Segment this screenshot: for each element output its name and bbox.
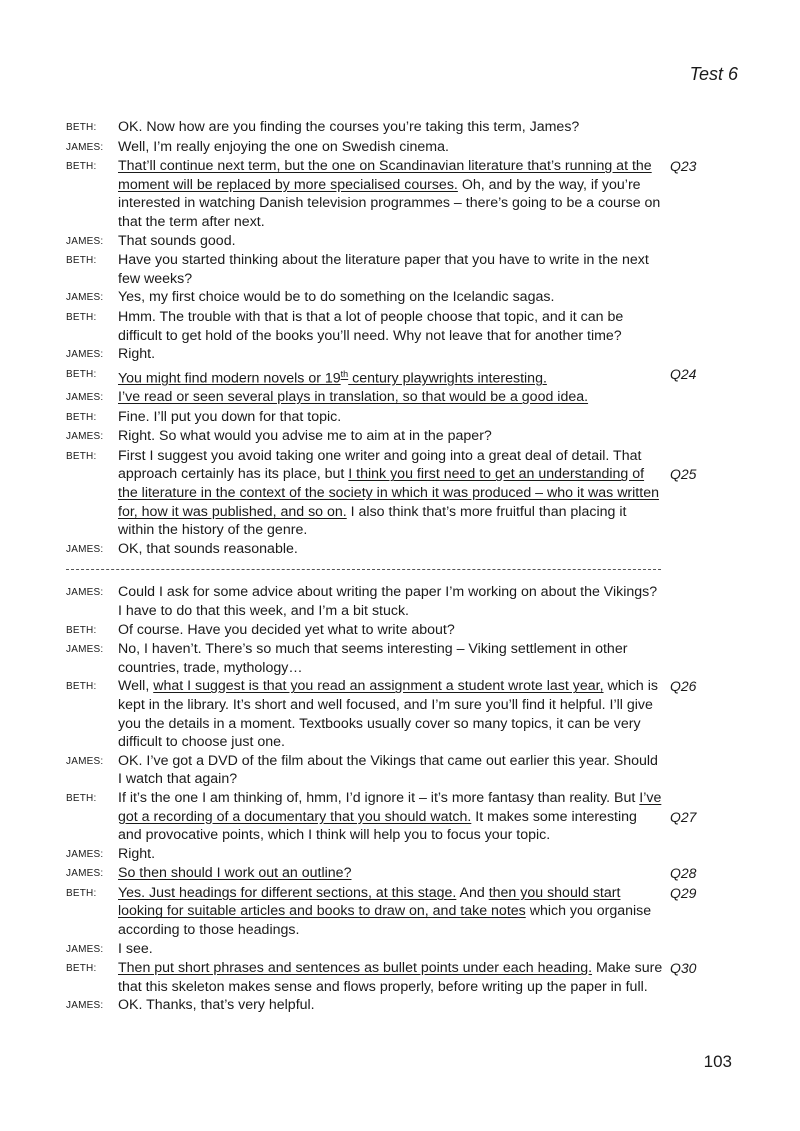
speaker-label: JAMES: [66, 292, 104, 304]
underlined-answer-text: I’ve got a recording of a documentary that you should watch. [118, 789, 662, 825]
text-segment: Well, I’m really enjoying the one on Swedish cinema. [118, 138, 449, 155]
question-marker: Q29 [670, 884, 697, 901]
underlined-answer-text: what I suggest is that you read an assignment a student wrote last year, [153, 678, 604, 695]
transcript [66, 118, 746, 1016]
speaker-label: BETH: [66, 887, 97, 899]
text-segment: No, I haven’t. There’s so much that seems interesting – Viking settlement in other countries, trade, mythology… [118, 641, 628, 676]
dialogue-text [118, 138, 664, 158]
dialogue-line [66, 308, 746, 345]
speaker-label: BETH: [66, 450, 97, 462]
dialogue-text [118, 388, 664, 408]
dialogue-line [66, 940, 746, 960]
text-segment: OK. Thanks, that’s very helpful. [118, 997, 315, 1014]
dialogue-text [118, 640, 664, 677]
speaker-label: JAMES: [66, 755, 104, 767]
speaker-label: BETH: [66, 411, 97, 423]
text-segment: Fine. I’ll put you down for that topic. [118, 408, 342, 425]
dialogue-line [66, 996, 746, 1016]
dialogue-text [118, 157, 664, 231]
dialogue-text [118, 884, 664, 940]
question-marker: Q25 [670, 466, 697, 483]
underlined-answer-text: Then put short phrases and sentences as bullet points under each heading. [118, 960, 593, 977]
underlined-answer-text: I think you first need to get an understanding of the literature in the context of the society in which it was produced – who it was written for, how it was published, and so on. [118, 466, 659, 520]
dialogue-text [118, 940, 664, 960]
speaker-label: BETH: [66, 255, 97, 267]
speaker-label: JAMES: [66, 543, 104, 555]
dialogue-line [66, 789, 746, 845]
dialogue-line [66, 884, 746, 940]
dialogue-line [66, 621, 746, 641]
speaker-label: JAMES: [66, 392, 104, 404]
dialogue-text [118, 621, 664, 641]
dialogue-line [66, 752, 746, 789]
dialogue-text [118, 345, 664, 365]
dialogue-text [118, 232, 664, 252]
dialogue-line [66, 251, 746, 288]
dialogue-line [66, 864, 746, 884]
dialogue-text [118, 996, 664, 1016]
speaker-label: BETH: [66, 681, 97, 693]
dialogue-text [118, 864, 664, 884]
dialogue-text [118, 408, 664, 428]
dialogue-line [66, 138, 746, 158]
dialogue-text [118, 583, 664, 620]
text-segment: I also think that’s more fruitful than placing it within the history of the genre. [118, 503, 627, 539]
speaker-label: BETH: [66, 122, 97, 133]
dialogue-line [66, 447, 746, 540]
speaker-label: BETH: [66, 161, 97, 173]
dialogue-line [66, 408, 746, 428]
question-marker: Q30 [670, 960, 697, 977]
dialogue-text [118, 251, 664, 288]
dialogue-line [66, 427, 746, 447]
dialogue-line [66, 845, 746, 865]
dialogue-line [66, 118, 746, 138]
text-segment: Of course. Have you decided yet what to write about? [118, 621, 455, 638]
text-segment: First I suggest you avoid taking one writer and going into a great deal of detail. That approach certainly has its place, but [118, 447, 642, 483]
dialogue-text [118, 959, 664, 996]
dialogue-text [118, 752, 664, 789]
dialogue-line [66, 232, 746, 252]
speaker-label: JAMES: [66, 349, 104, 361]
text-segment: I see. [118, 940, 153, 957]
text-segment: And [456, 884, 489, 901]
text-segment: Have you started thinking about the literature paper that you have to write in the next few weeks? [118, 252, 649, 287]
text-segment: Could I ask for some advice about writing the paper I’m working on about the Vikings? I have to do that this week, and I’m a bit stuck. [118, 584, 658, 619]
text-segment: Oh, and by the way, if you’re interested in watching Danish television programmes – there’s going to be a course on that the term after next. [118, 176, 661, 230]
dialogue-line [66, 640, 746, 677]
speaker-label: JAMES: [66, 587, 104, 599]
dialogue-text [118, 789, 664, 845]
text-segment: OK, that sounds reasonable. [118, 540, 298, 557]
underlined-answer-text: then you should start looking for suitable articles and books to draw on, and take notes [118, 884, 621, 920]
speaker-label: BETH: [66, 792, 97, 804]
speaker-label: BETH: [66, 624, 97, 636]
question-marker: Q27 [670, 808, 697, 825]
underlined-answer-text: You might find modern novels or 19 [118, 370, 341, 387]
dialogue-text [118, 427, 664, 447]
text-segment: Make sure that this skeleton makes sense and flows properly, before writing up the paper in full. [118, 960, 663, 995]
text-segment: which you organise according to those headings. [118, 903, 652, 939]
text-segment: If it’s the one I am thinking of, hmm, I’d ignore it – it’s more fantasy than reality. But [118, 789, 640, 806]
speaker-label: JAMES: [66, 141, 104, 153]
question-marker: Q28 [670, 865, 697, 882]
text-segment: Right. So what would you advise me to aim at in the paper? [118, 428, 492, 445]
question-marker: Q23 [670, 158, 697, 175]
dialogue-line [66, 288, 746, 308]
dialogue-line [66, 959, 746, 996]
page-header-title: Test 6 [689, 64, 738, 84]
underlined-answer-text: That’ll continue next term, but the one on Scandinavian literature that’s running at the moment will be replaced by more specialised courses. [118, 158, 652, 193]
dialogue-line [66, 540, 746, 560]
speaker-label: JAMES: [66, 431, 104, 443]
dialogue-text [118, 845, 664, 865]
speaker-label: BETH: [66, 368, 97, 380]
text-segment: That sounds good. [118, 232, 236, 249]
text-segment: which is kept in the library. It’s short and well focused, and I’m sure you’ll find it helpful. I’ll give you the details in a moment. Textbooks usually cover so many topics, it can be very difficult to choose just one. [118, 678, 658, 751]
underlined-answer-text: century playwrights interesting. [348, 370, 547, 387]
text-segment: Hmm. The trouble with that is that a lot of people choose that topic, and it can be difficult to get hold of the books you’ll need. Why not leave that for another time? [118, 308, 624, 344]
text-segment: Well, [118, 678, 154, 695]
question-marker: Q24 [670, 365, 697, 382]
text-segment: Right. [118, 845, 156, 862]
speaker-label: JAMES: [66, 644, 104, 656]
dialogue-text [118, 365, 664, 388]
speaker-label: JAMES: [66, 1000, 104, 1012]
text-segment: Right. [118, 346, 156, 363]
text-segment: OK. Now how are you finding the courses you’re taking this term, James? [118, 119, 580, 135]
underlined-answer-text: Yes. Just headings for different sections, at this stage. [118, 884, 457, 901]
speaker-label: JAMES: [66, 848, 104, 860]
underlined-answer-text: So then should I work out an outline? [118, 865, 352, 882]
dialogue-text [118, 447, 664, 540]
speaker-label: BETH: [66, 963, 97, 975]
speaker-label: JAMES: [66, 943, 104, 955]
text-segment: It makes some interesting and provocative points, which I think will help you to focus your topic. [118, 808, 637, 844]
underlined-answer-text: th [340, 368, 349, 379]
dialogue-text [118, 677, 664, 751]
dialogue-text [118, 118, 664, 138]
speaker-label: BETH: [66, 311, 97, 323]
dialogue-line [66, 388, 746, 408]
dialogue-line [66, 583, 746, 620]
text-segment: OK. I’ve got a DVD of the film about the Vikings that came out earlier this year. Should I watch that again? [118, 752, 658, 788]
dialogue-text [118, 540, 664, 560]
text-segment: Yes, my first choice would be to do something on the Icelandic sagas. [118, 289, 555, 306]
dialogue-line [66, 365, 746, 388]
speaker-label: JAMES: [66, 868, 104, 880]
question-marker: Q26 [670, 678, 697, 695]
section-divider [66, 569, 661, 570]
transcript-part-2 [66, 583, 746, 1016]
dialogue-text [118, 288, 664, 308]
dialogue-line [66, 157, 746, 231]
dialogue-text [118, 308, 664, 345]
dialogue-line [66, 345, 746, 365]
page-number: 103 [703, 1052, 732, 1071]
underlined-answer-text: I’ve read or seen several plays in translation, so that would be a good idea. [118, 389, 589, 406]
speaker-label: JAMES: [66, 235, 104, 247]
transcript-part-1 [66, 118, 746, 559]
dialogue-line [66, 677, 746, 751]
